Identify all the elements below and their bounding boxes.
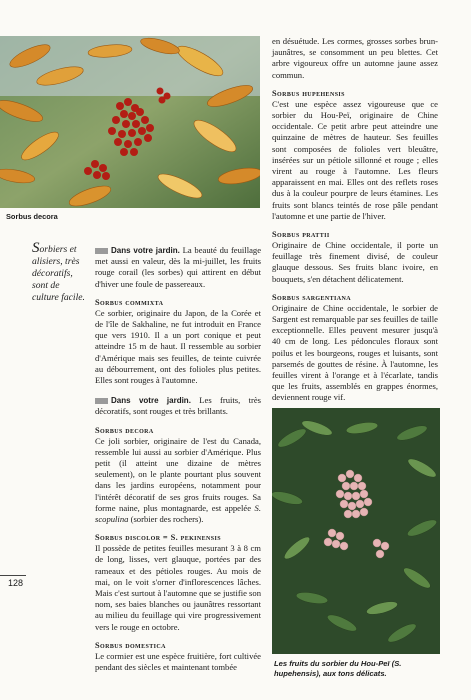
text-domestica: Le cormier est une espèce fruitière, fort cultivée pendant des siècles et maintenant tombée <box>95 650 261 673</box>
heading-decora: Sorbus decora <box>95 425 154 435</box>
garden-note-text: Les fruits, très décoratifs, sont rouges et très brillants. <box>95 395 261 417</box>
text-hupehensis: C'est une espèce assez vigoureuse que ce sorbier du Hou-Peï, originaire de Chine occidentale. Ce petit arbre peut atteindre une quinzaine de mètres de hauteur. Ses feuilles sont composées de folioles vert bleuâtre, insérées sur un pétiole sillonné et rouge ; elles virent au rouge à l'automne. Les fleurs apparaissent en mai. Elles ont des reflets roses dus à la couleur pourpre de leurs étamines. Les fruits sont blancs teintés de rose pâle pendant l'automne et une partie de l'hiver. <box>272 98 438 221</box>
heading-discolor: Sorbus discolor = S. pekinensis <box>95 533 221 543</box>
text-commixta: Ce sorbier, originaire du Japon, de la Corée et de l'île de Sakhaline, ne fut introduit en France que vers 1910. Il a un port conique et peut atteindre 15 m de haut. Il ressemble au sorbier d'Amérique mais ses feuilles, de teinte cuivrée au débourrement, ont des folioles plus petites. Elles sont rouges à l'automne. <box>95 307 261 386</box>
left-column <box>95 245 261 673</box>
right-column <box>272 36 438 404</box>
garden-note-lead: Dans votre jardin. <box>111 396 191 406</box>
side-note-dropcap: S <box>32 240 40 256</box>
side-note-text: orbiers et alisiers, très décoratifs, sont de culture facile. <box>32 244 85 303</box>
sorbus-hupehensis-photo <box>272 408 440 654</box>
bullet-marker <box>95 398 108 404</box>
heading-commixta: Sorbus commixta <box>95 297 164 307</box>
page-number: 128 <box>8 578 24 588</box>
text-prattii: Originaire de Chine occidentale, il porte un feuillage très finement divisé, de couleur glauque dessous. Ses fruits blanc ivoire, en bouquets, s'en détachent délicatement. <box>272 240 438 284</box>
heading-prattii: Sorbus prattii <box>272 230 330 240</box>
heading-sargentiana: Sorbus sargentiana <box>272 292 351 302</box>
garden-note-text: La beauté du feuillage met aussi en valeur, dès la mi-juillet, les fruits rouge corail (les sorbes) qui attirent en début d'hiver une foule de passereaux. <box>95 245 262 289</box>
sorbus-decora-photo <box>0 36 260 208</box>
photo-caption-decora: Sorbus decora <box>6 212 58 221</box>
text-discolor: Il possède de petites feuilles mesurant 3 à 8 cm de long, lisses, vert glauque, portées par des rameaux et des pétioles rouges. Au mois de mai, on le voit s'orner d'inflorescences lâches. Mais c'est surtout à l'automne que se justifie son nom, ses baies blanches ou jaunâtres ressortant au milieu du feuillage qui vire progressivement vers le rouge en octobre. <box>95 543 261 632</box>
text-sargentiana: Originaire de Chine occidentale, le sorbier de Sargent est remarquable par ses feuilles de taille exceptionnelle. Elles peuvent mesurer jusqu'à 40 cm de long. Les pédoncules floraux sont poilus et les bourgeons, rouges et luisants, sont parsemés de gouttes de résine. À l'automne, les feuilles virent à l'orange et à l'écarlate, tandis que les fruits, assemblés en grappes énormes, deviennent rouge vif. <box>272 302 438 403</box>
bullet-marker <box>95 248 108 254</box>
side-note <box>32 242 88 304</box>
text-decora <box>95 436 261 526</box>
text-decora-latin: S. scopulina <box>95 502 261 525</box>
garden-note-2 <box>95 395 261 417</box>
photo-caption-hupehensis: Les fruits du sorbier du Hou-Peï (S. hupehensis), aux tons délicats. <box>274 659 402 678</box>
heading-hupehensis: Sorbus hupehensis <box>272 88 345 98</box>
page-rule <box>0 575 26 576</box>
garden-note-1 <box>95 245 261 290</box>
heading-domestica: Sorbus domestica <box>95 640 166 650</box>
text-decora-end: (sorbier des rochers). <box>130 514 204 525</box>
text-decora-main: Ce joli sorbier, originaire de l'est du Canada, ressemble lui aussi au sorbier d'Amérique. Plus petit (il atteint une dizaine de mètres seulement), on le plante pourtant plus souvent dans les jardins européens, notamment pour l'intérêt décoratif de ses gros fruits rouges. Sa forme naine, plus montagnarde, est appelée <box>95 435 261 513</box>
text-continued: en désuétude. Les cormes, grosses sorbes brun-jaunâtres, se consomment un peu blettes. Cet arbre vigoureux offre un automne jaune assez commun. <box>272 36 438 80</box>
garden-note-lead: Dans votre jardin. <box>111 246 180 255</box>
